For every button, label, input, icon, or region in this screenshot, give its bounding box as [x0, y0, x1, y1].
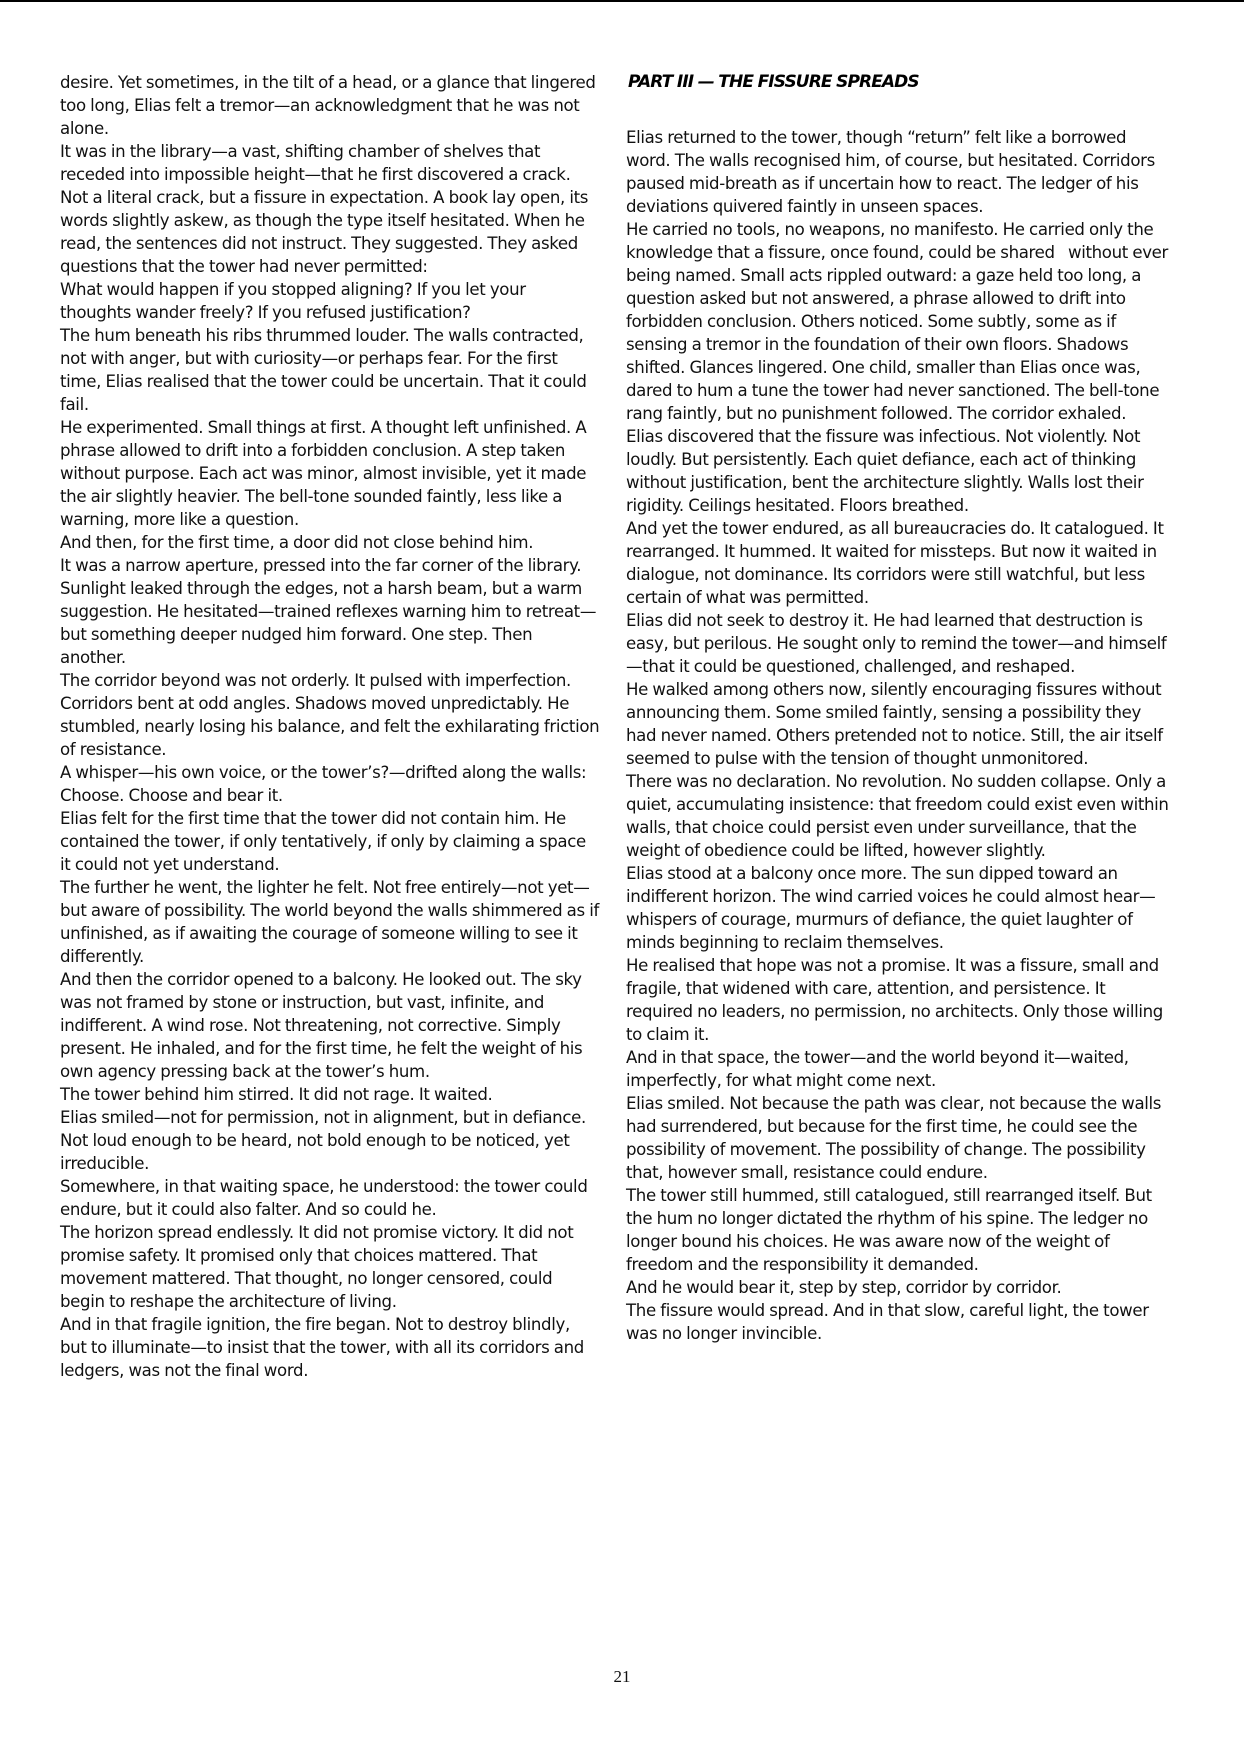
- paragraph: What would happen if you stopped aligning? If you let your thoughts wander freely? If you refused justification?: [60, 280, 526, 322]
- paragraph: The horizon spread endlessly. It did not promise victory. It did not promise safety. It promised only that choices mattered. That movement mattered. That thought, no longer censored, could begin to reshape the architecture of living.: [60, 1223, 574, 1311]
- paragraph: Elias felt for the first time that the tower did not contain him. He contained the tower, if only tentatively, if only by claiming a space it could not yet understand.: [60, 809, 586, 874]
- paragraph: He carried no tools, no weapons, no manifesto. He carried only the knowledge that a fissure, once found, could be shared without ever being named. Small acts rippled outward: a gaze held too long, a question asked but not answered, a phrase allowed to drift into forbidden conclusion. Others noticed. Some subtly, some as if sensing a tremor in the foundation of their own floors. Shadows shifted. Glances lingered. One child, smaller than Elias once was, dared to hum a tune the tower had never sanctioned. The bell-tone rang faintly, but no punishment followed. The corridor exhaled.: [626, 220, 1168, 423]
- paragraph: Elias stood at a balcony once more. The sun dipped toward an indifferent horizon. The wind carried voices he could almost hear—whispers of courage, murmurs of defiance, the quiet laughter of minds beginning to reclaim themselves.: [626, 864, 1156, 952]
- paragraph: A whisper—his own voice, or the tower’s?—drifted along the walls: Choose. Choose and bear it.: [60, 763, 587, 805]
- paragraph: The hum beneath his ribs thrummed louder. The walls contracted, not with anger, but with curiosity—or perhaps fear. For the first time, Elias realised that the tower could be uncertain. That it could fail.: [60, 326, 587, 414]
- paragraph: He walked among others now, silently encouraging fissures without announcing them. Some smiled faintly, sensing a possibility they had never named. Others pretended not to notice. Still, the air itself seemed to pulse with the tension of thought unmonitored.: [626, 680, 1163, 768]
- section-heading: PART III — THE FISSURE SPREADS: [628, 72, 919, 92]
- right-text-column: [626, 71, 1171, 1345]
- paragraph: desire. Yet sometimes, in the tilt of a head, or a glance that lingered too long, Elias felt a tremor—an acknowledgment that he was not alone.: [60, 73, 596, 138]
- paragraph: He experimented. Small things at first. A thought left unfinished. A phrase allowed to drift into a forbidden conclusion. A step taken without purpose. Each act was minor, almost invisible, yet it made the air slightly heavier. The bell-tone sounded faintly, less like a warning, more like a question.: [60, 418, 587, 529]
- paragraph: The tower behind him stirred. It did not rage. It waited.: [60, 1085, 493, 1104]
- paragraph: And yet the tower endured, as all bureaucracies do. It catalogued. It rearranged. It hummed. It waited for missteps. But now it waited in dialogue, not dominance. Its corridors were still watchful, but less certain of what was permitted.: [626, 519, 1164, 607]
- paragraph: Elias smiled—not for permission, not in alignment, but in defiance. Not loud enough to be heard, not bold enough to be noticed, yet irreducible.: [60, 1108, 586, 1173]
- paragraph: And in that fragile ignition, the fire began. Not to destroy blindly, but to illuminate—to insist that the tower, with all its corridors and ledgers, was not the final word.: [60, 1315, 584, 1380]
- paragraph: The further he went, the lighter he felt. Not free entirely—not yet—but aware of possibility. The world beyond the walls shimmered as if unfinished, as if awaiting the courage of someone willing to see it differently.: [60, 878, 599, 966]
- paragraph: The tower still hummed, still catalogued, still rearranged itself. But the hum no longer dictated the rhythm of his spine. The ledger no longer bound his choices. He was aware now of the weight of freedom and the responsibility it demanded.: [626, 1186, 1152, 1274]
- paragraph: Elias returned to the tower, though “return” felt like a borrowed word. The walls recognised him, of course, but hesitated. Corridors paused mid-breath as if uncertain how to react. The ledger of his deviations quivered faintly in unseen spaces.: [626, 128, 1155, 216]
- paragraph: Elias did not seek to destroy it. He had learned that destruction is easy, but perilous. He sought only to remind the tower—and himself—that it could be questioned, challenged, and reshaped.: [626, 611, 1167, 676]
- paragraph: Elias discovered that the fissure was infectious. Not violently. Not loudly. But persistently. Each quiet defiance, each act of thinking without justification, bent the architecture slightly. Walls lost their rigidity. Ceilings hesitated. Floors breathed.: [626, 427, 1144, 515]
- left-text-column: [60, 71, 600, 1382]
- paragraph: And then the corridor opened to a balcony. He looked out. The sky was not framed by stone or instruction, but vast, infinite, and indifferent. A wind rose. Not threatening, not corrective. Simply present. He inhaled, and for the first time, he felt the weight of his own agency pressing back at the tower’s hum.: [60, 970, 583, 1081]
- paragraph: The corridor beyond was not orderly. It pulsed with imperfection. Corridors bent at odd angles. Shadows moved unpredictably. He stumbled, nearly losing his balance, and felt the exhilarating friction of resistance.: [60, 671, 600, 759]
- top-border-rule: [0, 0, 1244, 2]
- paragraph: It was in the library—a vast, shifting chamber of shelves that receded into impossible height—that he first discovered a crack. Not a literal crack, but a fissure in expectation. A book lay open, its words slightly askew, as though the type itself hesitated. When he read, the sentences did not instruct. They suggested. They asked questions that the tower had never permitted:: [60, 142, 589, 276]
- paragraph: And he would bear it, step by step, corridor by corridor.: [626, 1278, 1062, 1297]
- paragraph: And then, for the first time, a door did not close behind him.: [60, 533, 534, 552]
- paragraph: And in that space, the tower—and the world beyond it—waited, imperfectly, for what might come next.: [626, 1048, 1129, 1090]
- paragraph: Elias smiled. Not because the path was clear, not because the walls had surrendered, but because for the first time, he could see the possibility of movement. The possibility of change. The possibility that, however small, resistance could endure.: [626, 1094, 1162, 1182]
- page-number: 21: [613, 1667, 631, 1686]
- paragraph: Somewhere, in that waiting space, he understood: the tower could endure, but it could also falter. And so could he.: [60, 1177, 588, 1219]
- paragraph: There was no declaration. No revolution. No sudden collapse. Only a quiet, accumulating insistence: that freedom could exist even within walls, that choice could persist even under surveillance, that the weight of obedience could be lifted, however slightly.: [626, 772, 1169, 860]
- paragraph: The fissure would spread. And in that slow, careful light, the tower was no longer invincible.: [626, 1301, 1149, 1343]
- paragraph: It was a narrow aperture, pressed into the far corner of the library. Sunlight leaked through the edges, not a harsh beam, but a warm suggestion. He hesitated—trained reflexes warning him to retreat—but something deeper nudged him forward. One step. Then another.: [60, 556, 597, 667]
- paragraph: He realised that hope was not a promise. It was a fissure, small and fragile, that widened with care, attention, and persistence. It required no leaders, no permission, no architects. Only those willing to claim it.: [626, 956, 1163, 1044]
